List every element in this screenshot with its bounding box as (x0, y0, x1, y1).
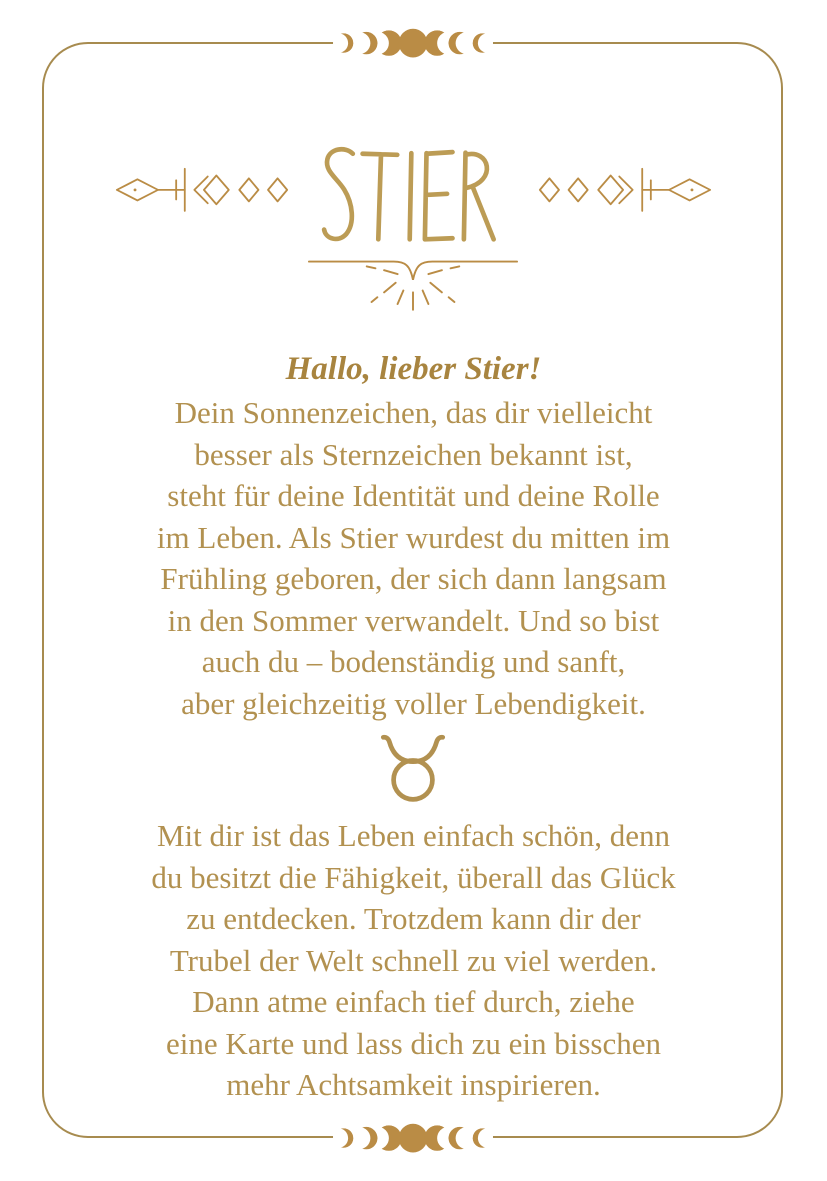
moon-phases-ornament-top (333, 25, 493, 61)
text-line: Trubel der Welt schnell zu viel werden. (169, 942, 658, 978)
open-book-rays-ornament (307, 250, 519, 314)
text-line: eine Karte und lass dich zu ein bisschen (166, 1025, 661, 1061)
title-lettering (316, 144, 511, 248)
text-line: auch du – bodenständig und sanft, (201, 644, 626, 679)
moon-phases-ornament-bottom (333, 1120, 493, 1156)
text-line: mehr Achtsamkeit inspirieren. (226, 1067, 601, 1102)
arrow-diamond-ornament-right (536, 165, 714, 215)
greeting-heading: Hallo, lieber Stier! (285, 351, 542, 387)
text-line: Frühling geboren, der sich dann langsam (160, 561, 667, 596)
closing-paragraph (0, 815, 827, 1106)
text-line: besser als Sternzeichen bekannt ist, (194, 436, 633, 472)
text-line: du besitzt die Fähigkeit, überall das Glück (151, 859, 676, 895)
text-line: Dein Sonnenzeichen, das dir vielleicht (174, 395, 653, 430)
taurus-symbol-icon (381, 735, 445, 802)
text-line: in den Sommer verwandelt. Und so bist (167, 602, 660, 638)
text-line: im Leben. Als Stier wurdest du mitten im (156, 519, 671, 555)
intro-paragraph (0, 392, 827, 724)
arrow-diamond-ornament-left (113, 165, 291, 215)
text-line: aber gleichzeitig voller Lebendigkeit. (181, 685, 646, 721)
text-line: zu entdecken. Trotzdem kann dir der (186, 901, 641, 936)
text-line: Dann atme einfach tief durch, ziehe (192, 984, 635, 1019)
text-line: steht für deine Identität und deine Rolle (167, 478, 660, 513)
text-line: Mit dir ist das Leben einfach schön, denn (156, 818, 671, 853)
page-title (316, 144, 511, 248)
